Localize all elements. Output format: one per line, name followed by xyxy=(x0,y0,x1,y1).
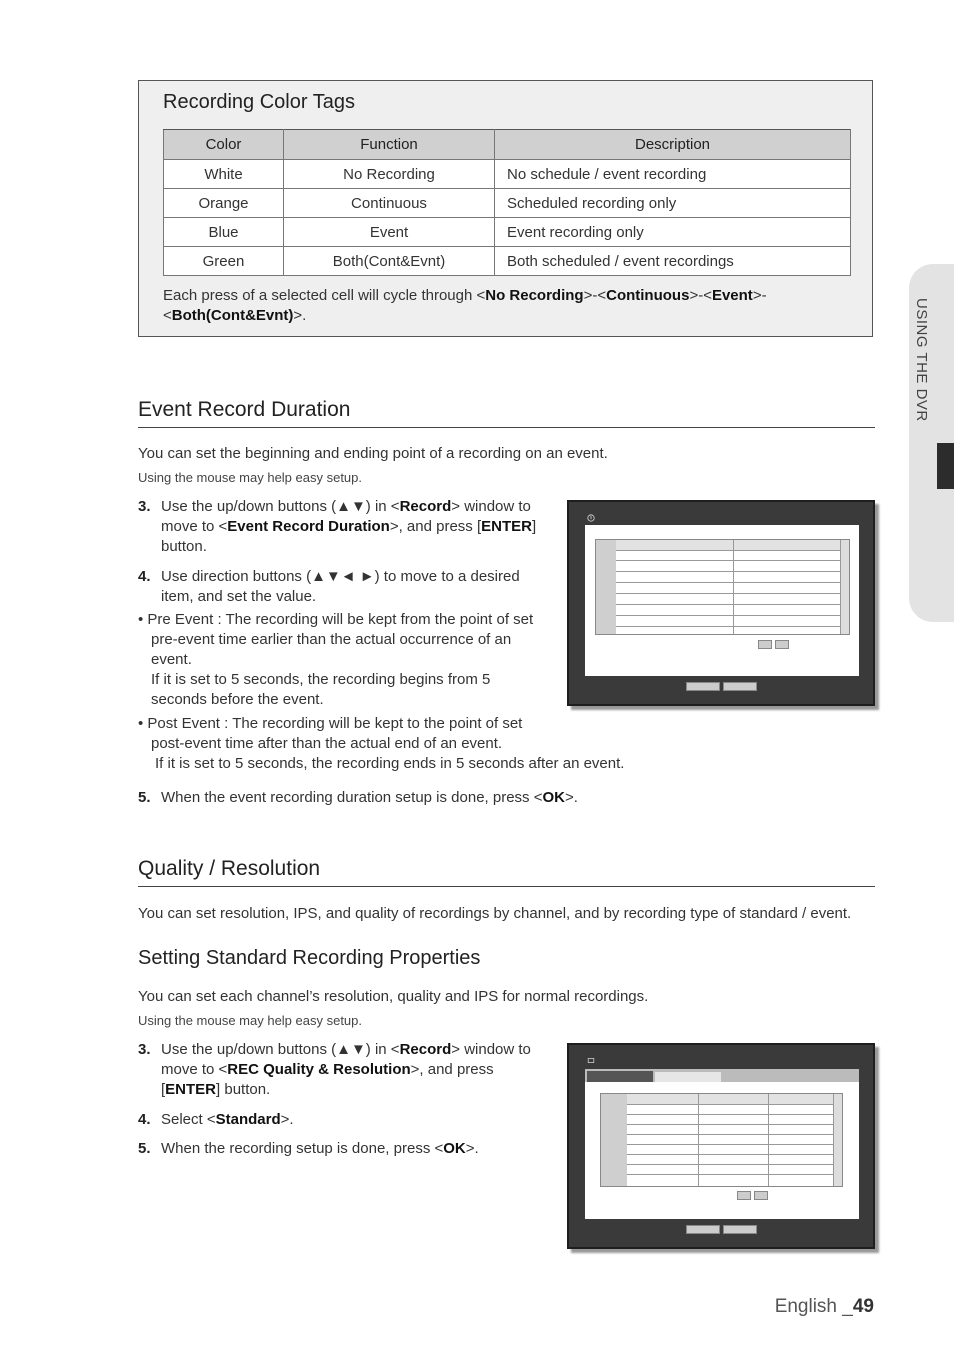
grid-row-header xyxy=(596,540,616,634)
standard-step-3: 3. Use the up/down buttons (▲▼) in <Record> window to move to <REC Quality & Resolution>, and press [ENTER] button. xyxy=(138,1041,531,1098)
grid-row xyxy=(627,1164,834,1175)
cell-function: Continuous xyxy=(284,189,495,218)
cell-color: Orange xyxy=(164,189,284,218)
cell-description: Event recording only xyxy=(495,218,851,247)
header-function: Function xyxy=(284,130,495,160)
standard-step-5: 5. When the recording setup is done, press <OK>. xyxy=(138,1140,479,1157)
event-duration-title: Event Record Duration xyxy=(138,398,351,421)
quality-intro: You can set resolution, IPS, and quality of recordings by channel, and by recording type of standard / event. xyxy=(138,905,852,922)
color-tags-title: Recording Color Tags xyxy=(163,91,355,113)
dialog-panel xyxy=(585,1069,859,1219)
cell-color: Blue xyxy=(164,218,284,247)
color-tags-table xyxy=(163,129,851,276)
event-step-3: 3. Use the up/down buttons (▲▼) in <Record> window to move to <Event Record Duration>, and press [ENTER] button. xyxy=(138,498,537,555)
standard-intro: You can set each channel’s resolution, quality and IPS for normal recordings. xyxy=(138,988,649,1005)
color-tags-note: Each press of a selected cell will cycle through <No Recording>-<Continuous>-<Event>- <Both(Cont&Evnt)>. xyxy=(163,287,767,324)
grid-row xyxy=(616,561,841,572)
duration-grid xyxy=(595,539,850,635)
info-icon xyxy=(587,514,595,522)
ok-button[interactable] xyxy=(686,682,720,691)
cell-description: Scheduled recording only xyxy=(495,189,851,218)
grid-scrollbar[interactable] xyxy=(833,1094,842,1186)
rec-quality-screenshot xyxy=(567,1043,875,1249)
cancel-button[interactable] xyxy=(723,1225,757,1234)
post-event-bullet: • Post Event : The recording will be kept to the point of set post-event time after than the actual end of an event. If it is set to 5 seconds, the recording ends in 5 seconds after an event. xyxy=(138,715,625,772)
page-footer: English _49 xyxy=(774,1296,874,1317)
grid-row-header xyxy=(601,1094,627,1186)
header-color: Color xyxy=(164,130,284,160)
side-tab-label: USING THE DVR xyxy=(913,298,930,422)
prev-page-button[interactable] xyxy=(737,1191,751,1200)
standard-hint: Using the mouse may help easy setup. xyxy=(138,1013,363,1028)
cell-color: Green xyxy=(164,247,284,276)
event-step-5: 5. When the event recording duration setup is done, press <OK>. xyxy=(138,789,578,806)
grid-row xyxy=(616,550,841,561)
next-page-button[interactable] xyxy=(754,1191,768,1200)
event-duration-screenshot xyxy=(567,500,875,706)
side-tab-marker xyxy=(937,443,954,489)
cell-color: White xyxy=(164,160,284,189)
section-divider xyxy=(138,886,875,887)
camera-icon xyxy=(587,1057,595,1064)
section-divider xyxy=(138,427,875,428)
cell-function: Both(Cont&Evnt) xyxy=(284,247,495,276)
grid-row xyxy=(616,616,841,627)
cell-function: Event xyxy=(284,218,495,247)
prev-page-button[interactable] xyxy=(758,640,772,649)
standard-title: Setting Standard Recording Properties xyxy=(138,947,481,969)
ok-button[interactable] xyxy=(686,1225,720,1234)
table-row xyxy=(164,218,851,247)
table-row xyxy=(164,160,851,189)
grid-row xyxy=(616,572,841,583)
cell-description: Both scheduled / event recordings xyxy=(495,247,851,276)
table-header-row xyxy=(164,130,851,160)
event-duration-hint: Using the mouse may help easy setup. xyxy=(138,470,363,485)
table-row xyxy=(164,189,851,218)
tab-event[interactable] xyxy=(655,1072,721,1082)
event-step-4: 4. Use direction buttons (▲▼◄ ►) to move to a desired item, and set the value. xyxy=(138,568,520,605)
cell-description: No schedule / event recording xyxy=(495,160,851,189)
page-number: 49 xyxy=(852,1296,874,1317)
next-page-button[interactable] xyxy=(775,640,789,649)
cancel-button[interactable] xyxy=(723,682,757,691)
table-row xyxy=(164,247,851,276)
pre-event-bullet: • Pre Event : The recording will be kept from the point of set pre-event time earlier than the actual occurrence of an event. If it is set to 5 seconds, the recording begins from 5 seconds before the event. xyxy=(138,611,534,708)
tab-standard[interactable] xyxy=(587,1071,653,1082)
event-duration-intro: You can set the beginning and ending point of a recording on an event. xyxy=(138,445,608,462)
grid-row xyxy=(616,605,841,616)
grid-row xyxy=(616,594,841,605)
header-description: Description xyxy=(495,130,851,160)
quality-title: Quality / Resolution xyxy=(138,857,321,880)
cell-function: No Recording xyxy=(284,160,495,189)
quality-grid xyxy=(600,1093,843,1187)
color-tags-box xyxy=(138,80,873,337)
grid-row xyxy=(616,583,841,594)
standard-step-4: 4. Select <Standard>. xyxy=(138,1111,294,1128)
grid-scrollbar[interactable] xyxy=(840,540,849,634)
dialog-panel xyxy=(585,525,859,676)
